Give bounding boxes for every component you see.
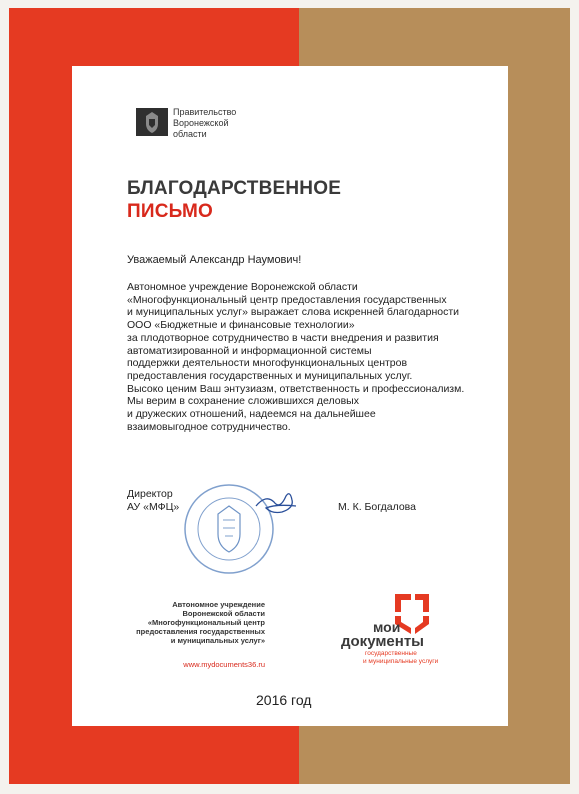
- greeting: Уважаемый Александр Наумович!: [127, 254, 302, 266]
- letter-year: 2016 год: [256, 692, 312, 708]
- handwritten-signature-icon: [252, 486, 300, 520]
- letter-title: БЛАГОДАРСТВЕННОЕ: [127, 178, 342, 199]
- logo-line3: государственные: [365, 650, 417, 657]
- footer-org-text: Автономное учреждение Воронежской области «Многофункциональный центр предоставления государственных и муниципальных услуг»: [136, 600, 265, 645]
- coat-of-arms-icon: [136, 108, 168, 136]
- signatory-position: Директор АУ «МФЦ»: [127, 488, 180, 513]
- logo-line1: мои: [373, 619, 401, 635]
- footer-url[interactable]: www.mydocuments36.ru: [183, 660, 265, 669]
- letter-body: Автономное учреждение Воронежской области «Многофункциональный центр предоставления государственных и муниципальных услуг» выражает слова искренней благодарности ООО «Бюджетные и финансовые технологии» за плодотворное сотрудничество в части внедрения и развития автоматизированной и информационной системы поддержки деятельности многофункциональных центров предоставления государственных и муниципальных услуг. Высоко ценим Ваш энтузиазм, ответственность и профессионализм. Мы верим в сохранение сложившихся деловых и дружеских отношений, надеемся на дальнейшее взаимовыгодное сотрудничество.: [127, 281, 465, 433]
- logo-line4: и муниципальные услуги: [363, 658, 439, 665]
- letter-subtitle: ПИСЬМО: [127, 201, 214, 222]
- government-label: Правительство Воронежской области: [173, 107, 237, 139]
- signatory-name: М. К. Богдалова: [338, 501, 416, 513]
- logo-line2: документы: [341, 633, 424, 650]
- my-documents-logo-icon: [337, 588, 441, 672]
